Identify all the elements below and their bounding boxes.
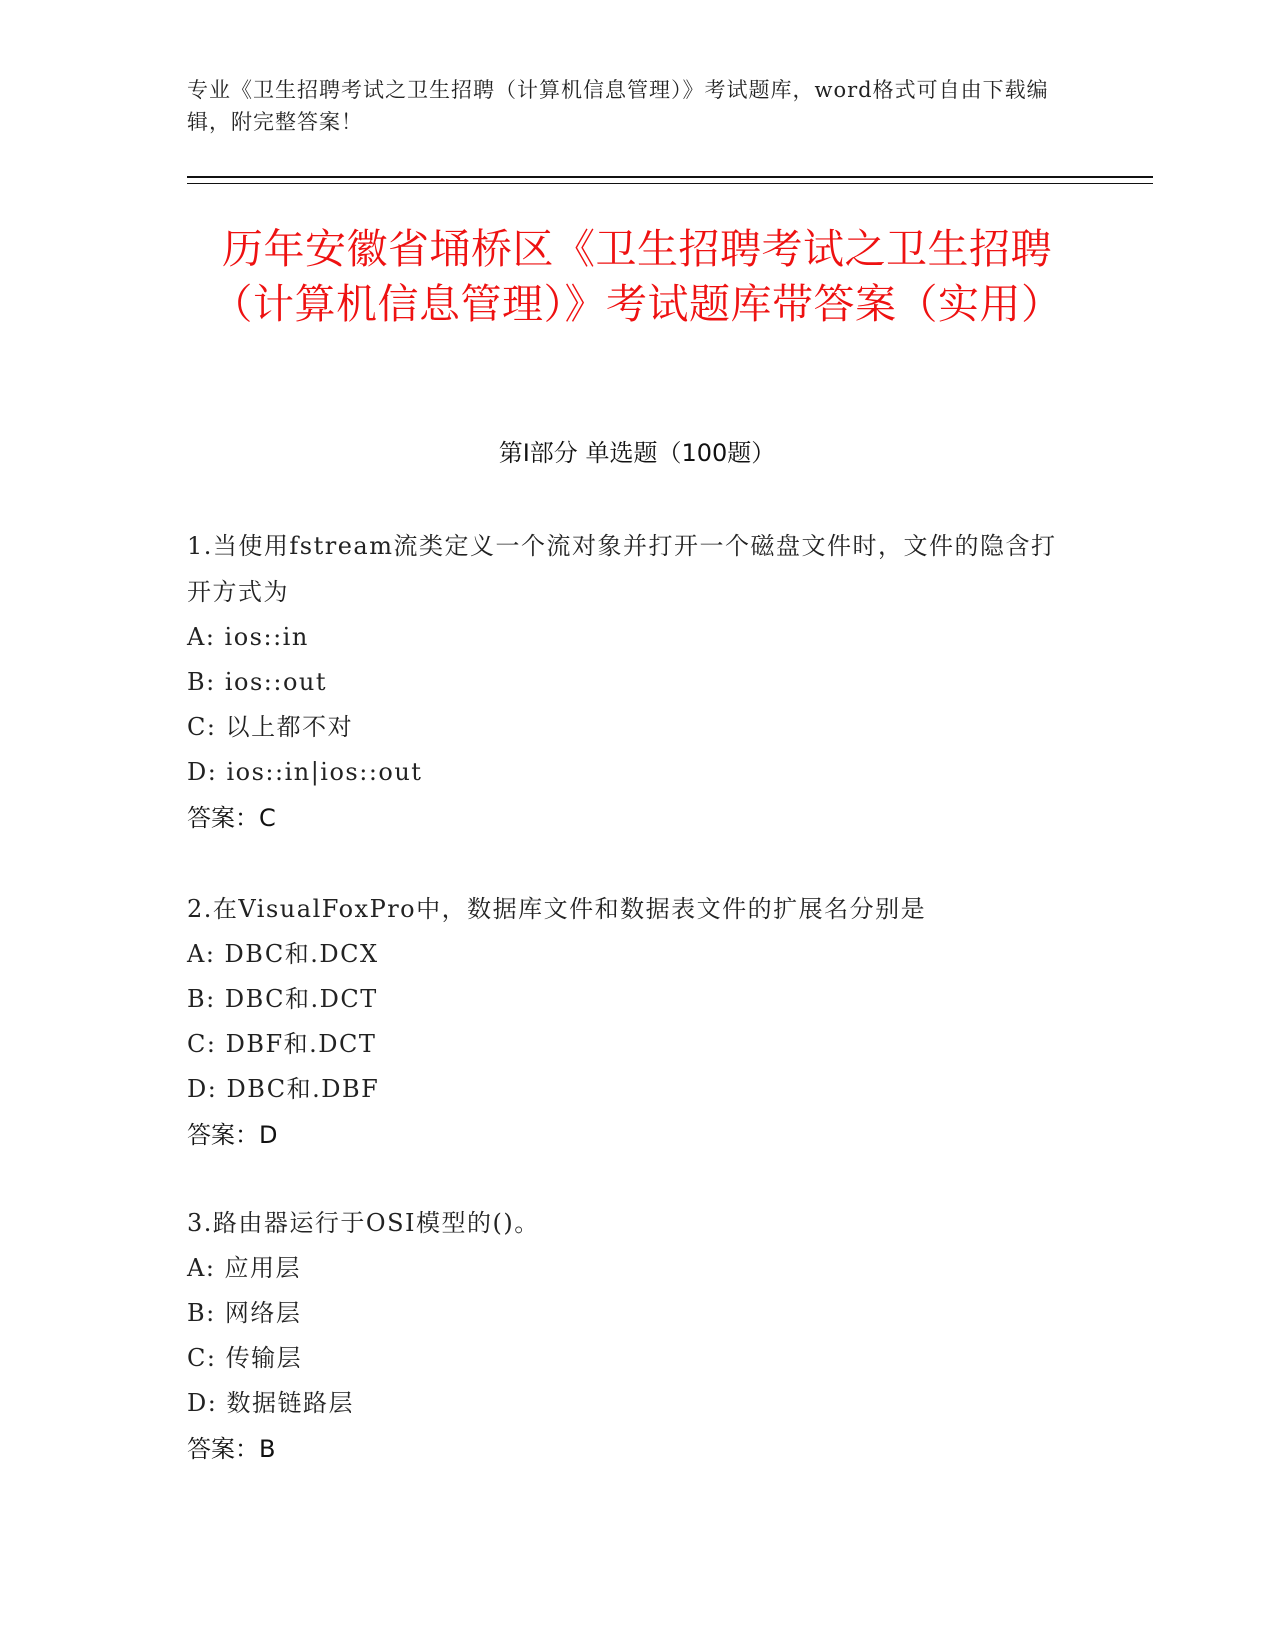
option-b: B: 网络层 [187, 1299, 302, 1327]
option-c: C: 以上都不对 [187, 713, 354, 741]
document-title: 历年安徽省埇桥区《卫生招聘考试之卫生招聘（计算机信息管理）》考试题库带答案（实用） [211, 225, 1063, 328]
answer: 答案：D [187, 1121, 278, 1149]
option-b: B: ios::out [187, 668, 328, 696]
answer: 答案：C [187, 804, 276, 832]
option-d: D: DBC和.DBF [187, 1075, 380, 1103]
option-d: D: 数据链路层 [187, 1389, 354, 1417]
question-stem: 1.当使用fstream流类定义一个流对象并打开一个磁盘文件时，文件的隐含打开方式为 [187, 532, 1057, 606]
header-rule-thin [187, 183, 1153, 184]
answer: 答案：B [187, 1435, 276, 1463]
option-c: C: DBF和.DCT [187, 1030, 377, 1058]
section-heading: 第Ⅰ部分 单选题（100题） [498, 439, 776, 467]
option-a: A: 应用层 [187, 1254, 302, 1282]
option-c: C: 传输层 [187, 1344, 303, 1372]
header-note: 专业《卫生招聘考试之卫生招聘（计算机信息管理）》考试题库，word格式可自由下载编辑，附完整答案！ [187, 78, 1049, 134]
option-a: A: ios::in [187, 623, 309, 651]
question-3 [187, 1200, 1067, 1472]
question-2 [187, 886, 1067, 1158]
header-rule-thick [187, 176, 1153, 178]
option-d: D: ios::in|ios::out [187, 758, 423, 786]
question-stem: 3.路由器运行于OSI模型的()。 [187, 1209, 540, 1237]
question-1 [187, 523, 1067, 841]
question-stem: 2.在VisualFoxPro中，数据库文件和数据表文件的扩展名分别是 [187, 895, 927, 923]
option-b: B: DBC和.DCT [187, 985, 378, 1013]
option-a: A: DBC和.DCX [187, 940, 379, 968]
